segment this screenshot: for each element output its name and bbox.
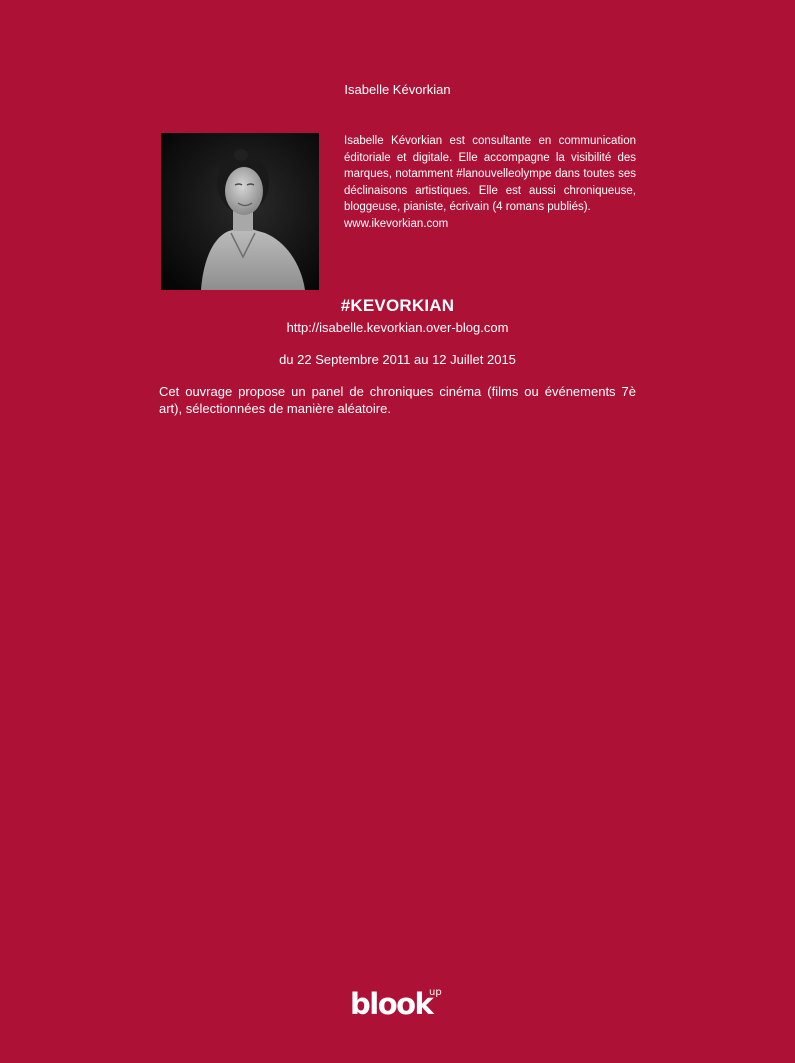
author-portrait [161,133,319,290]
bio-text: Isabelle Kévorkian est consultante en communication éditoriale et digitale. Elle accompagne la visibilité des marques, notamment #lanouvelleolympe dans toutes ses déclinaisons artistiques. Elle est aussi chroniqueuse, bloggeuse, pianiste, écrivain (4 romans publiés). [344,135,636,213]
blog-url[interactable]: http://isabelle.kevorkian.over-blog.com [286,320,509,335]
author-website[interactable]: www.ikevorkian.com [344,217,449,230]
date-range: du 22 Septembre 2011 au 12 Juillet 2015 [279,352,516,367]
author-name: Isabelle Kévorkian [344,82,451,97]
logo-word: blook [350,987,433,1021]
book-description: Cet ouvrage propose un panel de chroniques cinéma (films ou événements 7è art), sélectionnées de manière aléatoire. [159,384,636,416]
blookup-logo [350,988,450,1022]
blog-title: #KEVORKIAN [340,296,455,315]
logo-superscript: up [429,987,442,998]
author-bio [344,133,636,232]
